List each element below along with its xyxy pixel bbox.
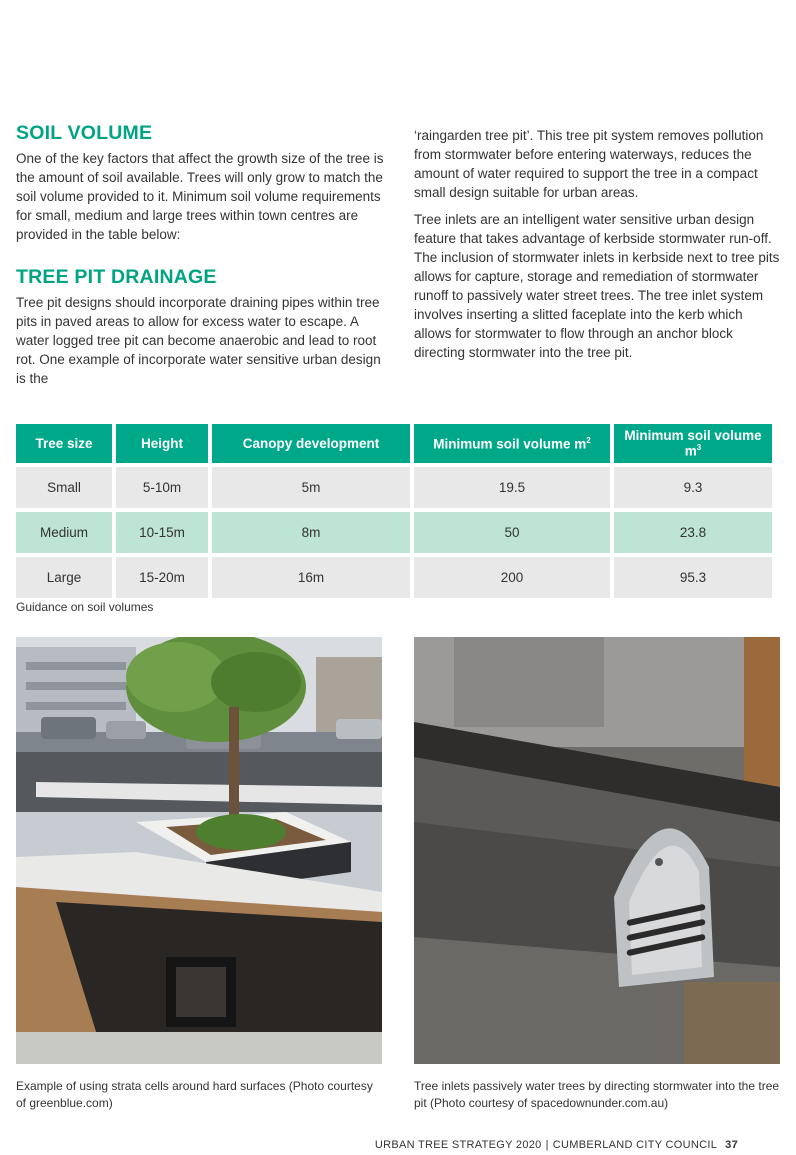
page-footer [375, 1139, 738, 1151]
table-row [16, 557, 772, 598]
tree-pit-drainage-paragraph: Tree pit designs should incorporate draining pipes within tree pits in paved areas to allow for excess water to escape. A water logged tree pit can become anaerobic and lead to root rot. One example of incorporate water sensitive urban design is the [16, 295, 381, 386]
tree-pit-drainage-heading: TREE PIT DRAINAGE [16, 266, 217, 288]
tree-inlets-paragraph: Tree inlets are an intelligent water sensitive urban design feature that takes advantage of kerbside stormwater run-off. The inclusion of stormwater inlets in kerbside next to tree pits allows for capture, storage and remediation of stormwater runoff to passively water street trees. The tree inlet system involves inserting a slitted faceplate into the kerb which allows for stormwater to flow through an anchor block directing stormwater into the tree pit. [414, 212, 780, 360]
table-caption: Guidance on soil volumes [16, 600, 154, 614]
cell-canopy: 5m [212, 467, 410, 508]
cell-canopy: 16m [212, 557, 410, 598]
raingarden-paragraph: ‘raingarden tree pit’. This tree pit system removes pollution from stormwater before entering waterways, reduces the amount of water required to support the tree in a compact small design suitable for urban areas. [414, 128, 764, 200]
header-min-soil-volume-m3: Minimum soil volume $m^3$ [614, 424, 772, 463]
header-canopy-development: Canopy development [212, 424, 410, 463]
strata-cells-caption: Example of using strata cells around hard surfaces (Photo courtesy of greenblue.com) [16, 1079, 373, 1110]
soil-volume-table [12, 420, 776, 602]
cell-tree-size: Medium [16, 512, 112, 553]
cell-height: 15-20m [116, 557, 208, 598]
tree-inlet-photo [414, 637, 780, 1064]
strata-cells-photo [16, 637, 382, 1064]
cell-soil-m3: 95.3 [614, 557, 772, 598]
cell-soil-m3: 23.8 [614, 512, 772, 553]
header-min-soil-volume-m2: Minimum soil volume $m^2$ [414, 424, 610, 463]
soil-volume-heading: SOIL VOLUME [16, 122, 153, 144]
tree-inlet-caption: Tree inlets passively water trees by directing stormwater into the tree pit (Photo courtesy of spacedownunder.com.au) [414, 1079, 780, 1110]
table-row [16, 512, 772, 553]
left-column [16, 124, 384, 396]
footer-separator: | [545, 1139, 549, 1151]
header-height: Height [116, 424, 208, 463]
soil-volume-paragraph: One of the key factors that affect the growth size of the tree is the amount of soil available. Trees will only grow to match the soil volume provided to it. Minimum soil volume requirements for small, medium and large trees within town centres are provided in the table below: [16, 151, 384, 242]
cell-height: 5-10m [116, 467, 208, 508]
cell-soil-m2: 19.5 [414, 467, 610, 508]
footer-title: URBAN TREE STRATEGY 2020 [374, 1139, 542, 1151]
cell-soil-m3: 9.3 [614, 467, 772, 508]
cell-tree-size: Large [16, 557, 112, 598]
cell-canopy: 8m [212, 512, 410, 553]
page-number: 37 [725, 1139, 738, 1151]
footer-council: CUMBERLAND CITY COUNCIL [552, 1139, 718, 1151]
header-tree-size: Tree size [16, 424, 112, 463]
cell-height: 10-15m [116, 512, 208, 553]
cell-tree-size: Small [16, 467, 112, 508]
table-row [16, 467, 772, 508]
table-header-row [16, 424, 772, 463]
cell-soil-m2: 50 [414, 512, 610, 553]
right-column [414, 126, 780, 370]
cell-soil-m2: 200 [414, 557, 610, 598]
